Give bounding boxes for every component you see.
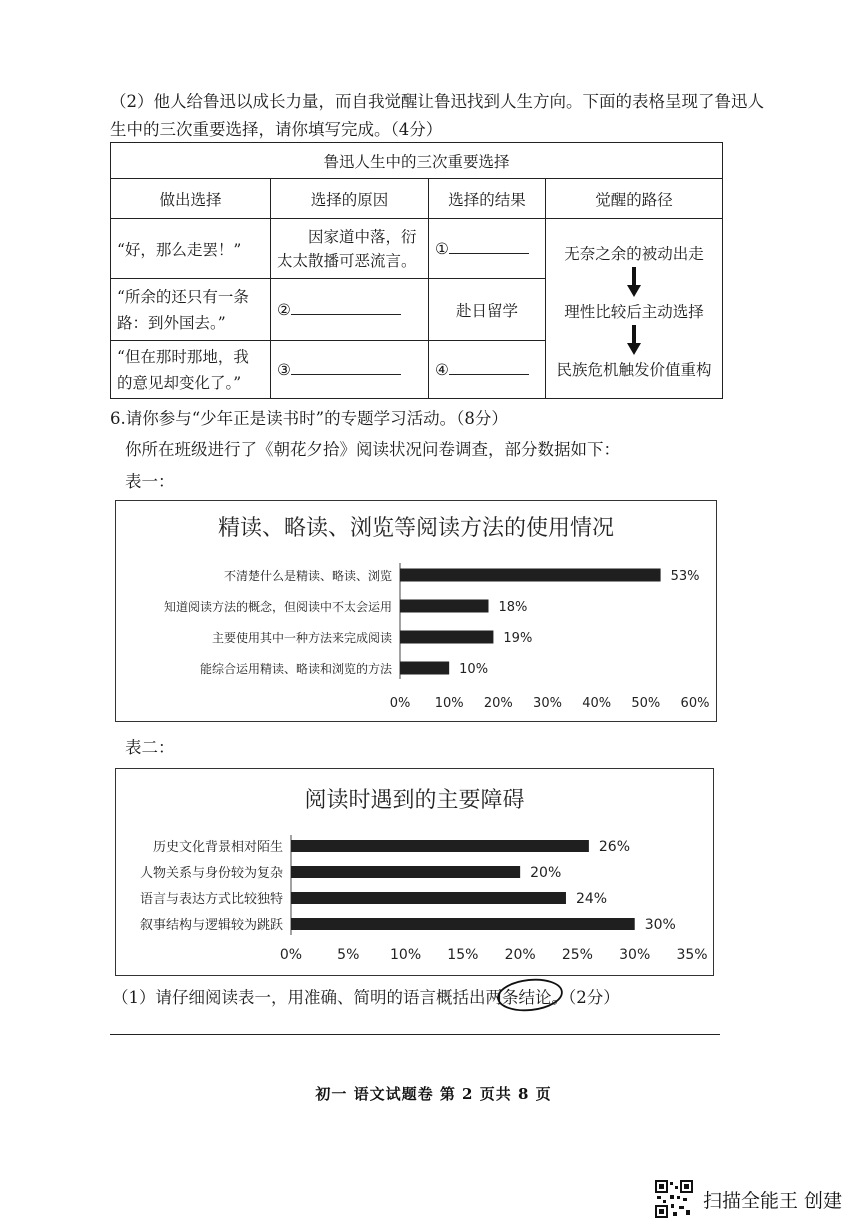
table-header: 选择的原因	[271, 179, 429, 219]
awakening-path	[546, 219, 723, 399]
x-tick-label: 35%	[676, 947, 708, 963]
x-tick-label: 20%	[483, 696, 513, 711]
qr-code-icon	[655, 1180, 693, 1218]
path-step-2: 理性比较后主动选择	[564, 302, 704, 321]
category-label: 能综合运用精读、略读和浏览的方法	[199, 662, 392, 676]
table-header: 选择的结果	[429, 179, 546, 219]
choice-table	[110, 142, 723, 399]
data-label: 24%	[575, 891, 608, 907]
blank-number: ④	[435, 361, 449, 379]
category-label: 人物关系与身份较为复杂	[139, 866, 283, 881]
data-label: 30%	[644, 917, 676, 933]
table-cell-result: 赴日留学	[429, 279, 546, 341]
task6-intro: 你所在班级进行了《朝花夕拾》阅读状况问卷调查，部分数据如下：	[125, 440, 620, 459]
bar	[400, 569, 661, 582]
chart-reading-methods	[115, 500, 717, 722]
data-label: 19%	[503, 631, 533, 646]
chart-title: 精读、略读、浏览等阅读方法的使用情况	[217, 516, 614, 541]
answer-blank-4[interactable]	[449, 360, 529, 375]
x-tick-label: 30%	[533, 696, 562, 711]
blank-number: ③	[277, 361, 291, 379]
x-tick-label: 5%	[337, 947, 360, 963]
down-arrow-icon	[627, 325, 641, 355]
answer-blank-3[interactable]	[291, 360, 401, 375]
x-tick-label: 10%	[434, 696, 464, 711]
bar	[400, 600, 489, 613]
bar	[400, 662, 449, 675]
bar	[291, 918, 635, 930]
handwritten-circle-mark	[495, 975, 565, 1015]
data-label: 10%	[459, 662, 489, 677]
chart-title: 阅读时遇到的主要障碍	[304, 788, 525, 813]
page-footer: 初一 语文试题卷 第 2 页共 8 页	[315, 1085, 552, 1103]
table2-label: 表二：	[125, 738, 175, 757]
down-arrow-icon	[627, 267, 641, 297]
x-tick-label: 0%	[279, 947, 303, 963]
category-label: 主要使用其中一种方法来完成阅读	[211, 631, 392, 645]
table-cell-reason[interactable]	[271, 279, 429, 341]
x-tick-label: 60%	[680, 696, 710, 711]
table-title: 鲁迅人生中的三次重要选择	[111, 143, 723, 179]
x-tick-label: 0%	[389, 696, 411, 711]
table-cell-choice: “但在那时那地，我的意见却变化了。”	[111, 341, 271, 399]
bar	[291, 840, 589, 852]
category-label: 语言与表达方式比较独特	[139, 892, 283, 907]
bar	[400, 631, 493, 644]
answer-blank-1[interactable]	[449, 239, 529, 254]
path-step-1: 无奈之余的被动出走	[564, 244, 704, 263]
task6-heading: 6.请你参与“少年正是读书时”的专题学习活动。（8分）	[110, 409, 508, 428]
chart-reading-obstacles	[115, 768, 714, 976]
table-cell-result[interactable]	[429, 219, 546, 279]
bar-chart-2	[116, 769, 713, 975]
category-label: 不清楚什么是精读、略读、浏览	[223, 569, 392, 583]
x-tick-label: 20%	[504, 947, 536, 963]
x-tick-label: 10%	[390, 947, 422, 963]
blank-number: ②	[277, 301, 291, 319]
scanner-watermark	[655, 1180, 842, 1218]
x-tick-label: 50%	[631, 696, 661, 711]
bar	[291, 892, 566, 904]
table-cell-result[interactable]	[429, 341, 546, 399]
table-cell-reason[interactable]	[271, 341, 429, 399]
x-tick-label: 30%	[619, 947, 651, 963]
table1-label: 表一：	[125, 472, 175, 491]
data-label: 20%	[530, 865, 562, 881]
table-header: 觉醒的路径	[546, 179, 723, 219]
table-header: 做出选择	[111, 179, 271, 219]
answer-line[interactable]	[110, 1034, 720, 1035]
bar-chart-1	[116, 501, 716, 721]
blank-number: ①	[435, 240, 449, 258]
question-line-2: 生中的三次重要选择，请你填写完成。（4分）	[110, 120, 443, 139]
x-tick-label: 40%	[582, 696, 612, 711]
bar	[291, 866, 520, 878]
data-label: 18%	[498, 600, 528, 615]
x-tick-label: 15%	[447, 947, 479, 963]
task6-sub1: （1）请仔细阅读表一，用准确、简明的语言概括出两条结论。（2分）	[112, 988, 620, 1007]
table-cell-choice: “好，那么走罢！”	[111, 219, 271, 279]
scanner-text: 扫描全能王 创建	[702, 1189, 842, 1212]
category-label: 历史文化背景相对陌生	[152, 840, 283, 855]
table-cell-choice: “所余的还只有一条路：到外国去。”	[111, 279, 271, 341]
answer-blank-2[interactable]	[291, 300, 401, 315]
data-label: 53%	[670, 569, 700, 584]
table-cell-reason: 因家道中落，衍太太散播可恶流言。	[271, 219, 429, 279]
category-label: 叙事结构与逻辑较为跳跃	[139, 918, 283, 933]
x-tick-label: 25%	[561, 947, 593, 963]
data-label: 26%	[598, 839, 631, 855]
question-line-1: （2）他人给鲁迅以成长力量，而自我觉醒让鲁迅找到人生方向。下面的表格呈现了鲁迅人	[110, 92, 764, 111]
category-label: 知道阅读方法的概念，但阅读中不太会运用	[163, 600, 392, 614]
path-step-3: 民族危机触发价值重构	[556, 360, 712, 379]
